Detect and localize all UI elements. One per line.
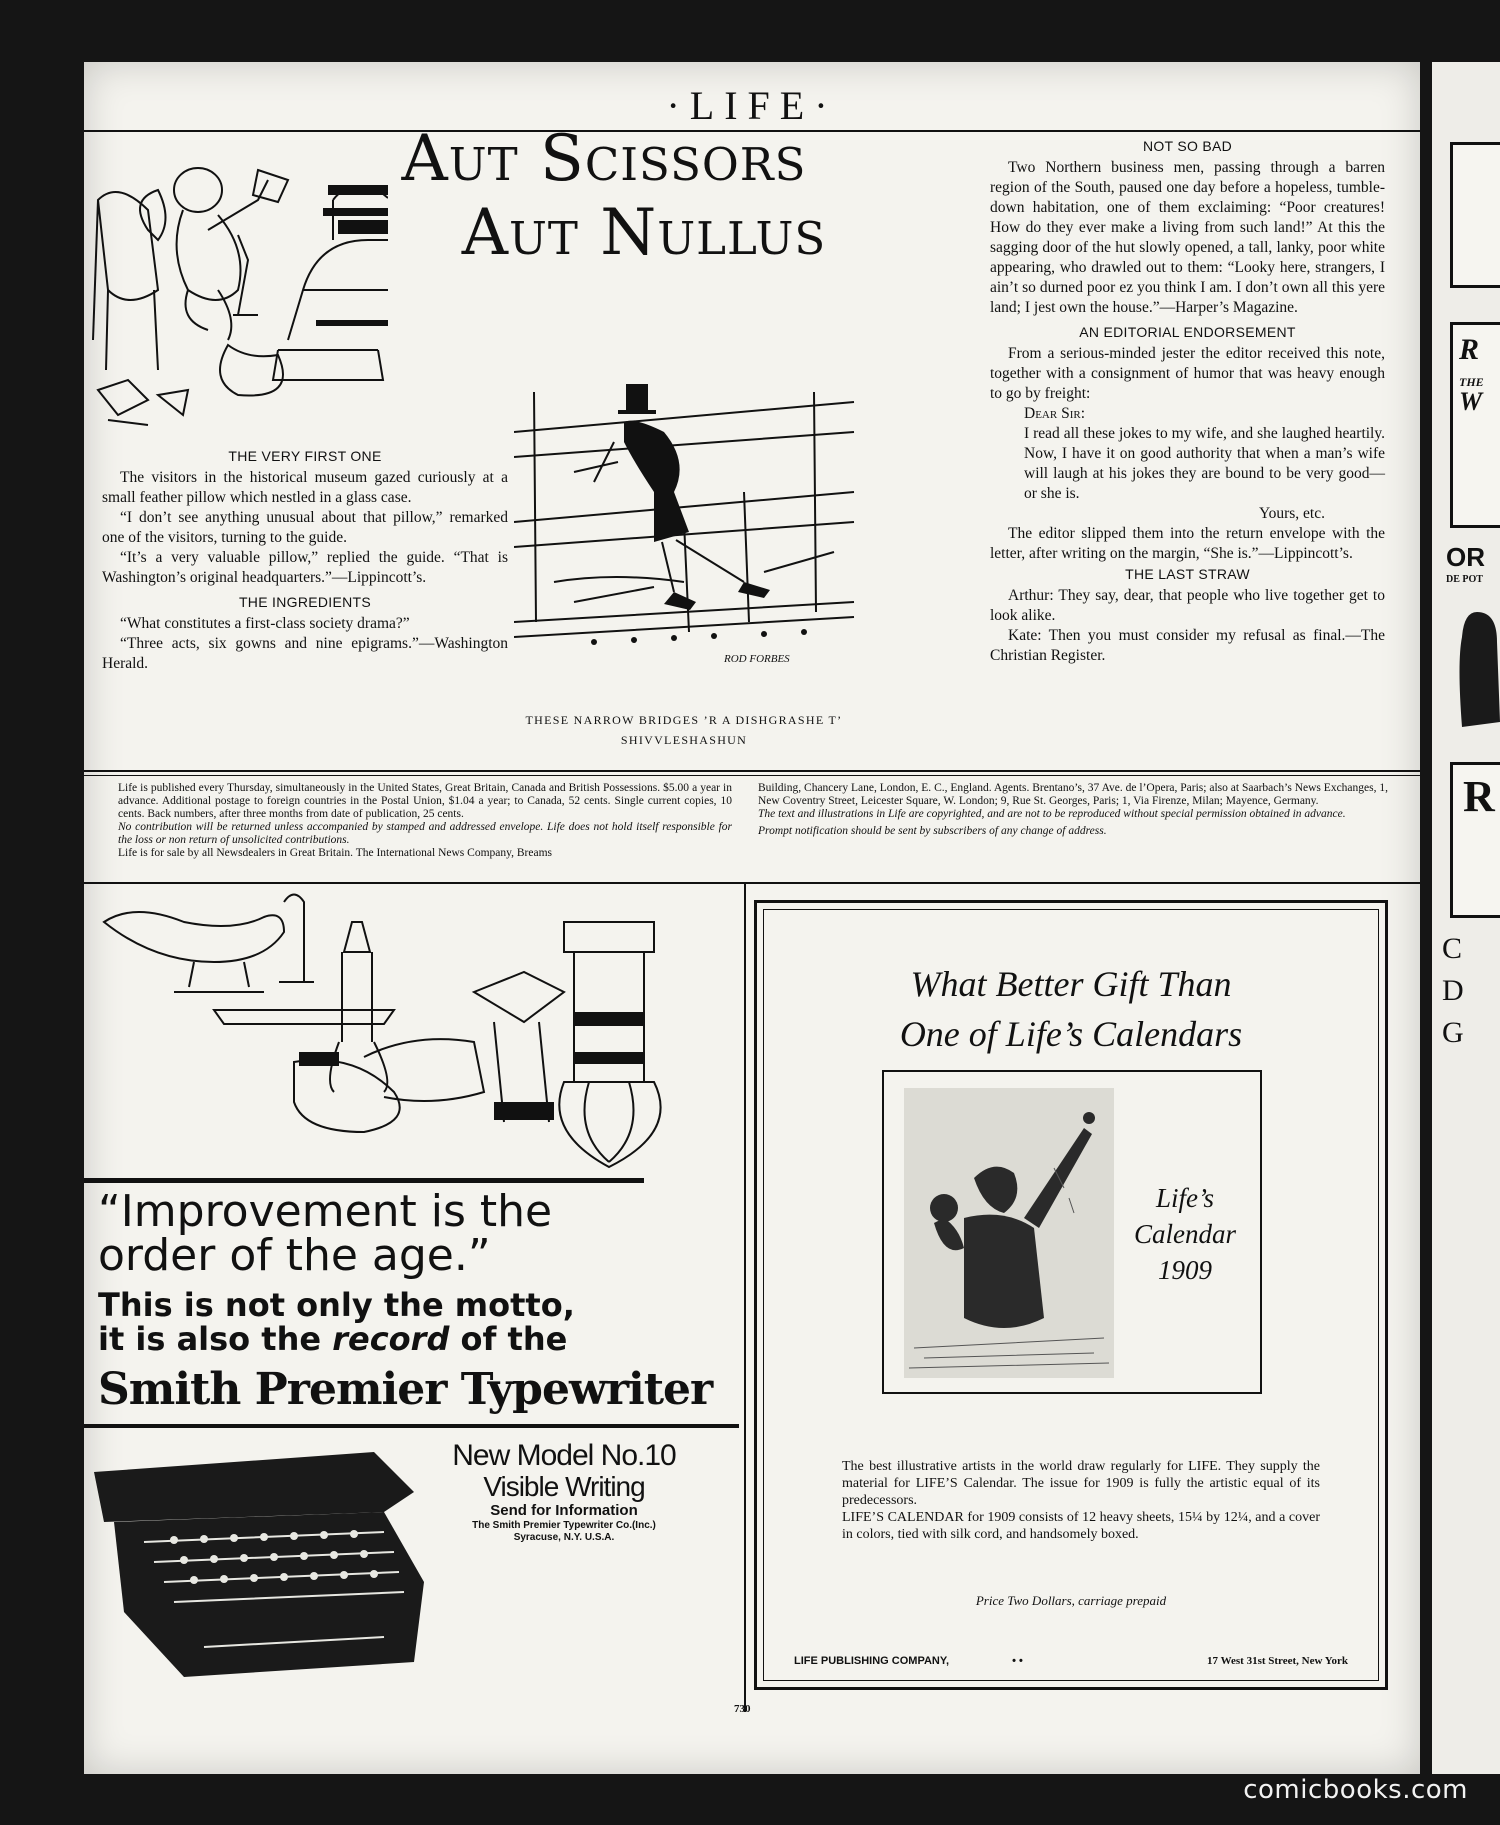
facing-figure — [1452, 602, 1500, 732]
caption-line: SHIVVLESHASHUN — [620, 733, 748, 747]
lamps-shelf — [84, 1178, 644, 1183]
publisher-address: 17 West 31st Street, New York — [1207, 1655, 1348, 1667]
pubinfo-rule-top — [84, 770, 1420, 772]
calendar-ad-body — [842, 1458, 1320, 1543]
story-paragraph: “It’s a very valuable pillow,” replied the guide. “That is Washington’s original headquarters.”—Lippincott’s. — [102, 549, 508, 586]
pubinfo-rule-top2 — [84, 775, 1420, 776]
story-paragraph: “Three acts, six gowns and nine epigrams.”—Washington Herald. — [102, 635, 508, 672]
ad-rule — [84, 1424, 739, 1428]
story-heading: THE INGREDIENTS — [238, 594, 372, 610]
cartoon-title-line2: Aut Nullus — [461, 196, 827, 270]
story-paragraph: The editor slipped them into the return envelope with the letter, after writing on the margin, “She is.”—Lippincott’s. — [990, 525, 1385, 562]
facing-text: THE — [1459, 375, 1484, 389]
story-paragraph: Arthur: They say, dear, that people who live together get to look alike. — [990, 587, 1385, 624]
cartoon-title-line1: Aut Scissors — [401, 122, 807, 196]
pubinfo-left — [118, 782, 732, 860]
pubinfo-text: Building, Chancery Lane, London, E. C., England. Agents. Brentano’s, 37 Ave. de l’Opera, Paris; also at Saarbach’s News Exchanges, 1, New Coventry Street, Leicester Square, W. London; 9, Rue St. Georges, Paris; 1, Via Firenze, Milan; Mayence, Germany. — [758, 782, 1388, 807]
ad-company: The Smith Premier Typewriter Co.(Inc.) — [472, 1520, 656, 1531]
calendar-ad-title-2: One of Life’s Calendars — [899, 1014, 1243, 1054]
ad-text: of the — [449, 1320, 568, 1358]
calendar-ad-paragraph: The best illustrative artists in the world draw regularly for LIFE. They supply the material for LIFE’S Calendar. The issue for 1909 is fully the artistic equal of its predecessors. — [842, 1459, 1320, 1508]
right-column — [990, 136, 1385, 666]
plate-line: 1909 — [1158, 1255, 1212, 1285]
pubinfo-text: The text and illustrations in Life are copyrighted, and are not to be reproduced without special permission obtained in advance. — [758, 808, 1346, 820]
facing-page-fragment — [1432, 62, 1500, 1774]
ad-model-block — [414, 1440, 714, 1544]
pubinfo-right — [758, 782, 1388, 838]
facing-text: R — [1463, 772, 1495, 821]
facing-page-box — [1450, 322, 1500, 528]
site-watermark: comicbooks.com — [1243, 1775, 1468, 1805]
letter-signoff: Yours, etc. — [1258, 505, 1325, 522]
calendar-ad-footer — [794, 1655, 1348, 1667]
plate-line: Calendar — [1133, 1219, 1236, 1249]
calendar-cover-illustration — [904, 1088, 1114, 1378]
ad-city: Syracuse, N.Y. U.S.A. — [513, 1532, 615, 1543]
typewriter-ad — [84, 892, 744, 1712]
story-paragraph: Kate: Then you must consider my refusal as final.—The Christian Register. — [990, 627, 1385, 664]
facing-text: W — [1459, 387, 1483, 416]
facing-text: C — [1442, 932, 1463, 965]
pubinfo-rule-bottom — [84, 882, 1420, 884]
pubinfo-text: Life is published every Thursday, simultaneously in the United States, Great Britain, Canada and British Possessions. $5.00 a year in advance. Additional postage to foreign countries in the Postal Union, $1.04 a year; to Canada, 52 cents. Single current copies, 10 cents. Back numbers, after three months from date of publication, 25 cents. — [118, 782, 732, 820]
story-paragraph: Two Northern business men, passing through a barren region of the South, paused one day before a hopeless, tumble-down habitation, one of them exclaiming: “Poor creatures! How do they ever make a living from such land!” At this the sagging door of the hut slowly opened, a tall, lanky, poor white appearing, who drawled out to them: “Looky here, strangers, I ain’t so durned poor ez you think I am. I don’t own all this yere land; I jest own the house.”—Harper’s Magazine. — [990, 159, 1385, 316]
ad-headline-4 — [98, 1322, 567, 1356]
footer-dots: • • — [1012, 1655, 1023, 1667]
calendar-ad-price: Price Two Dollars, carriage prepaid — [975, 1593, 1167, 1608]
facing-page-box — [1450, 762, 1500, 918]
story-paragraph: The visitors in the historical museum gazed curiously at a small feather pillow which nestled in a glass case. — [102, 469, 508, 506]
calendar-ad — [754, 900, 1388, 1690]
calendar-ad-title-1: What Better Gift Than — [910, 964, 1232, 1004]
facing-text: OR — [1446, 542, 1485, 572]
magazine-page — [84, 62, 1420, 1774]
story-paragraph: “What constitutes a first-class society drama?” — [120, 615, 410, 632]
typewriter-illustration — [84, 1432, 444, 1682]
ad-cta: Send for Information — [490, 1502, 638, 1519]
ad-headline-2: order of the age.” — [98, 1230, 491, 1281]
story-heading: AN EDITORIAL ENDORSEMENT — [1079, 324, 1296, 340]
masthead-title: ·LIFE· — [666, 83, 838, 128]
letter-body: I read all these jokes to my wife, and she laughed heartily. Now, I have it on good authority that when a man’s wife will laugh at his jokes they are bound to be very good—or she is. — [1024, 425, 1385, 502]
story-heading: NOT SO BAD — [1142, 138, 1233, 154]
facing-text: D — [1442, 974, 1464, 1007]
left-column — [102, 446, 508, 674]
story-paragraph: “I don’t see anything unusual about that pillow,” remarked one of the visitors, turning to the guide. — [102, 509, 508, 546]
ad-text: it is also the — [98, 1320, 333, 1358]
pubinfo-text: Prompt notification should be sent by subscribers of any change of address. — [758, 825, 1107, 837]
plate-line: Life’s — [1155, 1183, 1215, 1213]
ad-headline-1: “Improvement is the — [98, 1186, 553, 1237]
artist-signature: ROD FORBES — [724, 653, 790, 665]
facing-text: G — [1442, 1016, 1464, 1049]
ad-text-italic: record — [332, 1320, 450, 1358]
caption-line: THESE NARROW BRIDGES ’R A DISHGRASHE T’ — [525, 713, 843, 727]
letter-salutation: Dear Sir: — [1024, 405, 1085, 422]
pubinfo-text: No contribution will be returned unless accompanied by stamped and addressed envelope. Life does not hold itself responsible for the loss or non return of unsolicited contributions. — [118, 821, 732, 846]
ad-brand: Smith Premier Typewriter — [98, 1364, 713, 1415]
story-heading: THE LAST STRAW — [1125, 566, 1250, 582]
calendar-plate-text — [1120, 1180, 1250, 1288]
bridge-cartoon — [514, 372, 864, 672]
calendar-ad-paragraph: LIFE’S CALENDAR for 1909 consists of 12 heavy sheets, 15¼ by 12¼, and a cover in colors, tied with silk cord, and handsomely boxed. — [842, 1510, 1320, 1542]
pubinfo-text: Life is for sale by all Newsdealers in Great Britain. The International News Company, Breams — [118, 847, 552, 859]
cupid-illustration — [88, 140, 388, 430]
lamps-illustration — [94, 892, 734, 1182]
ad-model: New Model No.10 — [452, 1439, 676, 1472]
calendar-plate — [882, 1070, 1262, 1394]
story-heading: THE VERY FIRST ONE — [228, 448, 382, 464]
ad-feature: Visible Writing — [483, 1471, 645, 1502]
story-paragraph: From a serious-minded jester the editor received this note, together with a consignment of humor that was heavy enough to go by freight: — [990, 345, 1385, 402]
facing-text: R — [1459, 333, 1480, 366]
publisher-name: LIFE PUBLISHING COMPANY, — [794, 1655, 950, 1667]
calendar-ad-inner — [763, 909, 1379, 1681]
ad-headline-3: This is not only the motto, — [98, 1286, 575, 1324]
cartoon-caption — [484, 710, 884, 750]
ad-divider — [744, 882, 746, 1712]
facing-text: DE POT — [1446, 574, 1483, 585]
facing-page-box — [1450, 142, 1500, 288]
page-number: 730 — [734, 1703, 751, 1715]
